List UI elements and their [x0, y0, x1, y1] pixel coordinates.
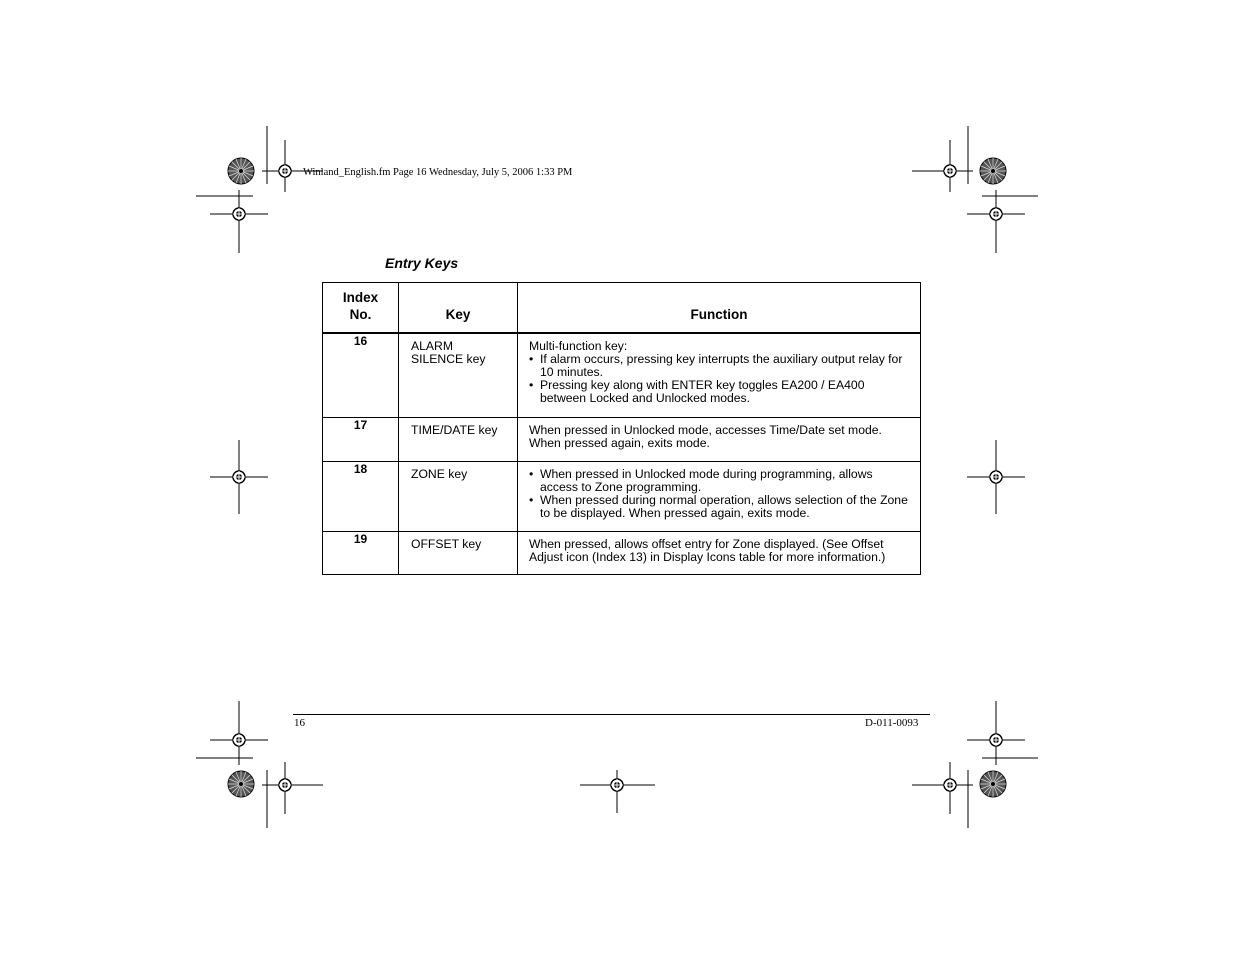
index-cell: 17	[323, 418, 399, 462]
footer-rule	[293, 714, 930, 715]
header-key: Key	[399, 283, 518, 334]
table-row	[323, 532, 921, 575]
function-bullet: • When pressed during normal operation, allows selection of the Zone to be displayed. When pressed again, exits mode.	[529, 494, 912, 520]
header-index-line1: Index	[342, 290, 379, 305]
index-cell: 19	[323, 532, 399, 575]
header-index	[323, 283, 399, 334]
function-cell: When pressed, allows offset entry for Zone displayed. (See Offset Adjust icon (Index 13) in Display Icons table for more information.)	[518, 532, 921, 575]
key-cell: OFFSET key	[399, 532, 518, 575]
key-name-line1: ALARM	[411, 339, 453, 353]
function-cell	[518, 462, 921, 532]
index-cell: 16	[323, 333, 399, 418]
key-cell: TIME/DATE key	[399, 418, 518, 462]
key-cell: ZONE key	[399, 462, 518, 532]
function-bullet: • Pressing key along with ENTER key toggles EA200 / EA400 between Locked and Unlocked modes.	[529, 379, 912, 405]
document-id: D-011-0093	[865, 717, 919, 729]
table-row	[323, 333, 921, 418]
function-bullet: • When pressed in Unlocked mode during programming, allows access to Zone programming.	[529, 468, 912, 494]
key-cell	[399, 333, 518, 418]
print-slug-line: Winland_English.fm Page 16 Wednesday, July 5, 2006 1:33 PM	[303, 167, 573, 178]
header-function: Function	[518, 283, 921, 334]
table-row	[323, 462, 921, 532]
entry-keys-table	[322, 282, 921, 575]
index-cell: 18	[323, 462, 399, 532]
page-number: 16	[294, 717, 305, 729]
key-name-line2: SILENCE key	[411, 352, 486, 366]
table-row	[323, 418, 921, 462]
function-bullet-list	[529, 468, 912, 520]
header-index-line2: No.	[349, 307, 372, 322]
function-bullet-list	[529, 353, 912, 405]
function-bullet: • If alarm occurs, pressing key interrupts the auxiliary output relay for 10 minutes.	[529, 353, 912, 379]
function-cell	[518, 333, 921, 418]
function-cell: When pressed in Unlocked mode, accesses Time/Date set mode. When pressed again, exits mode.	[518, 418, 921, 462]
section-title: Entry Keys	[385, 255, 459, 271]
function-intro: Multi-function key:	[529, 339, 628, 353]
table-header-row	[323, 283, 921, 334]
